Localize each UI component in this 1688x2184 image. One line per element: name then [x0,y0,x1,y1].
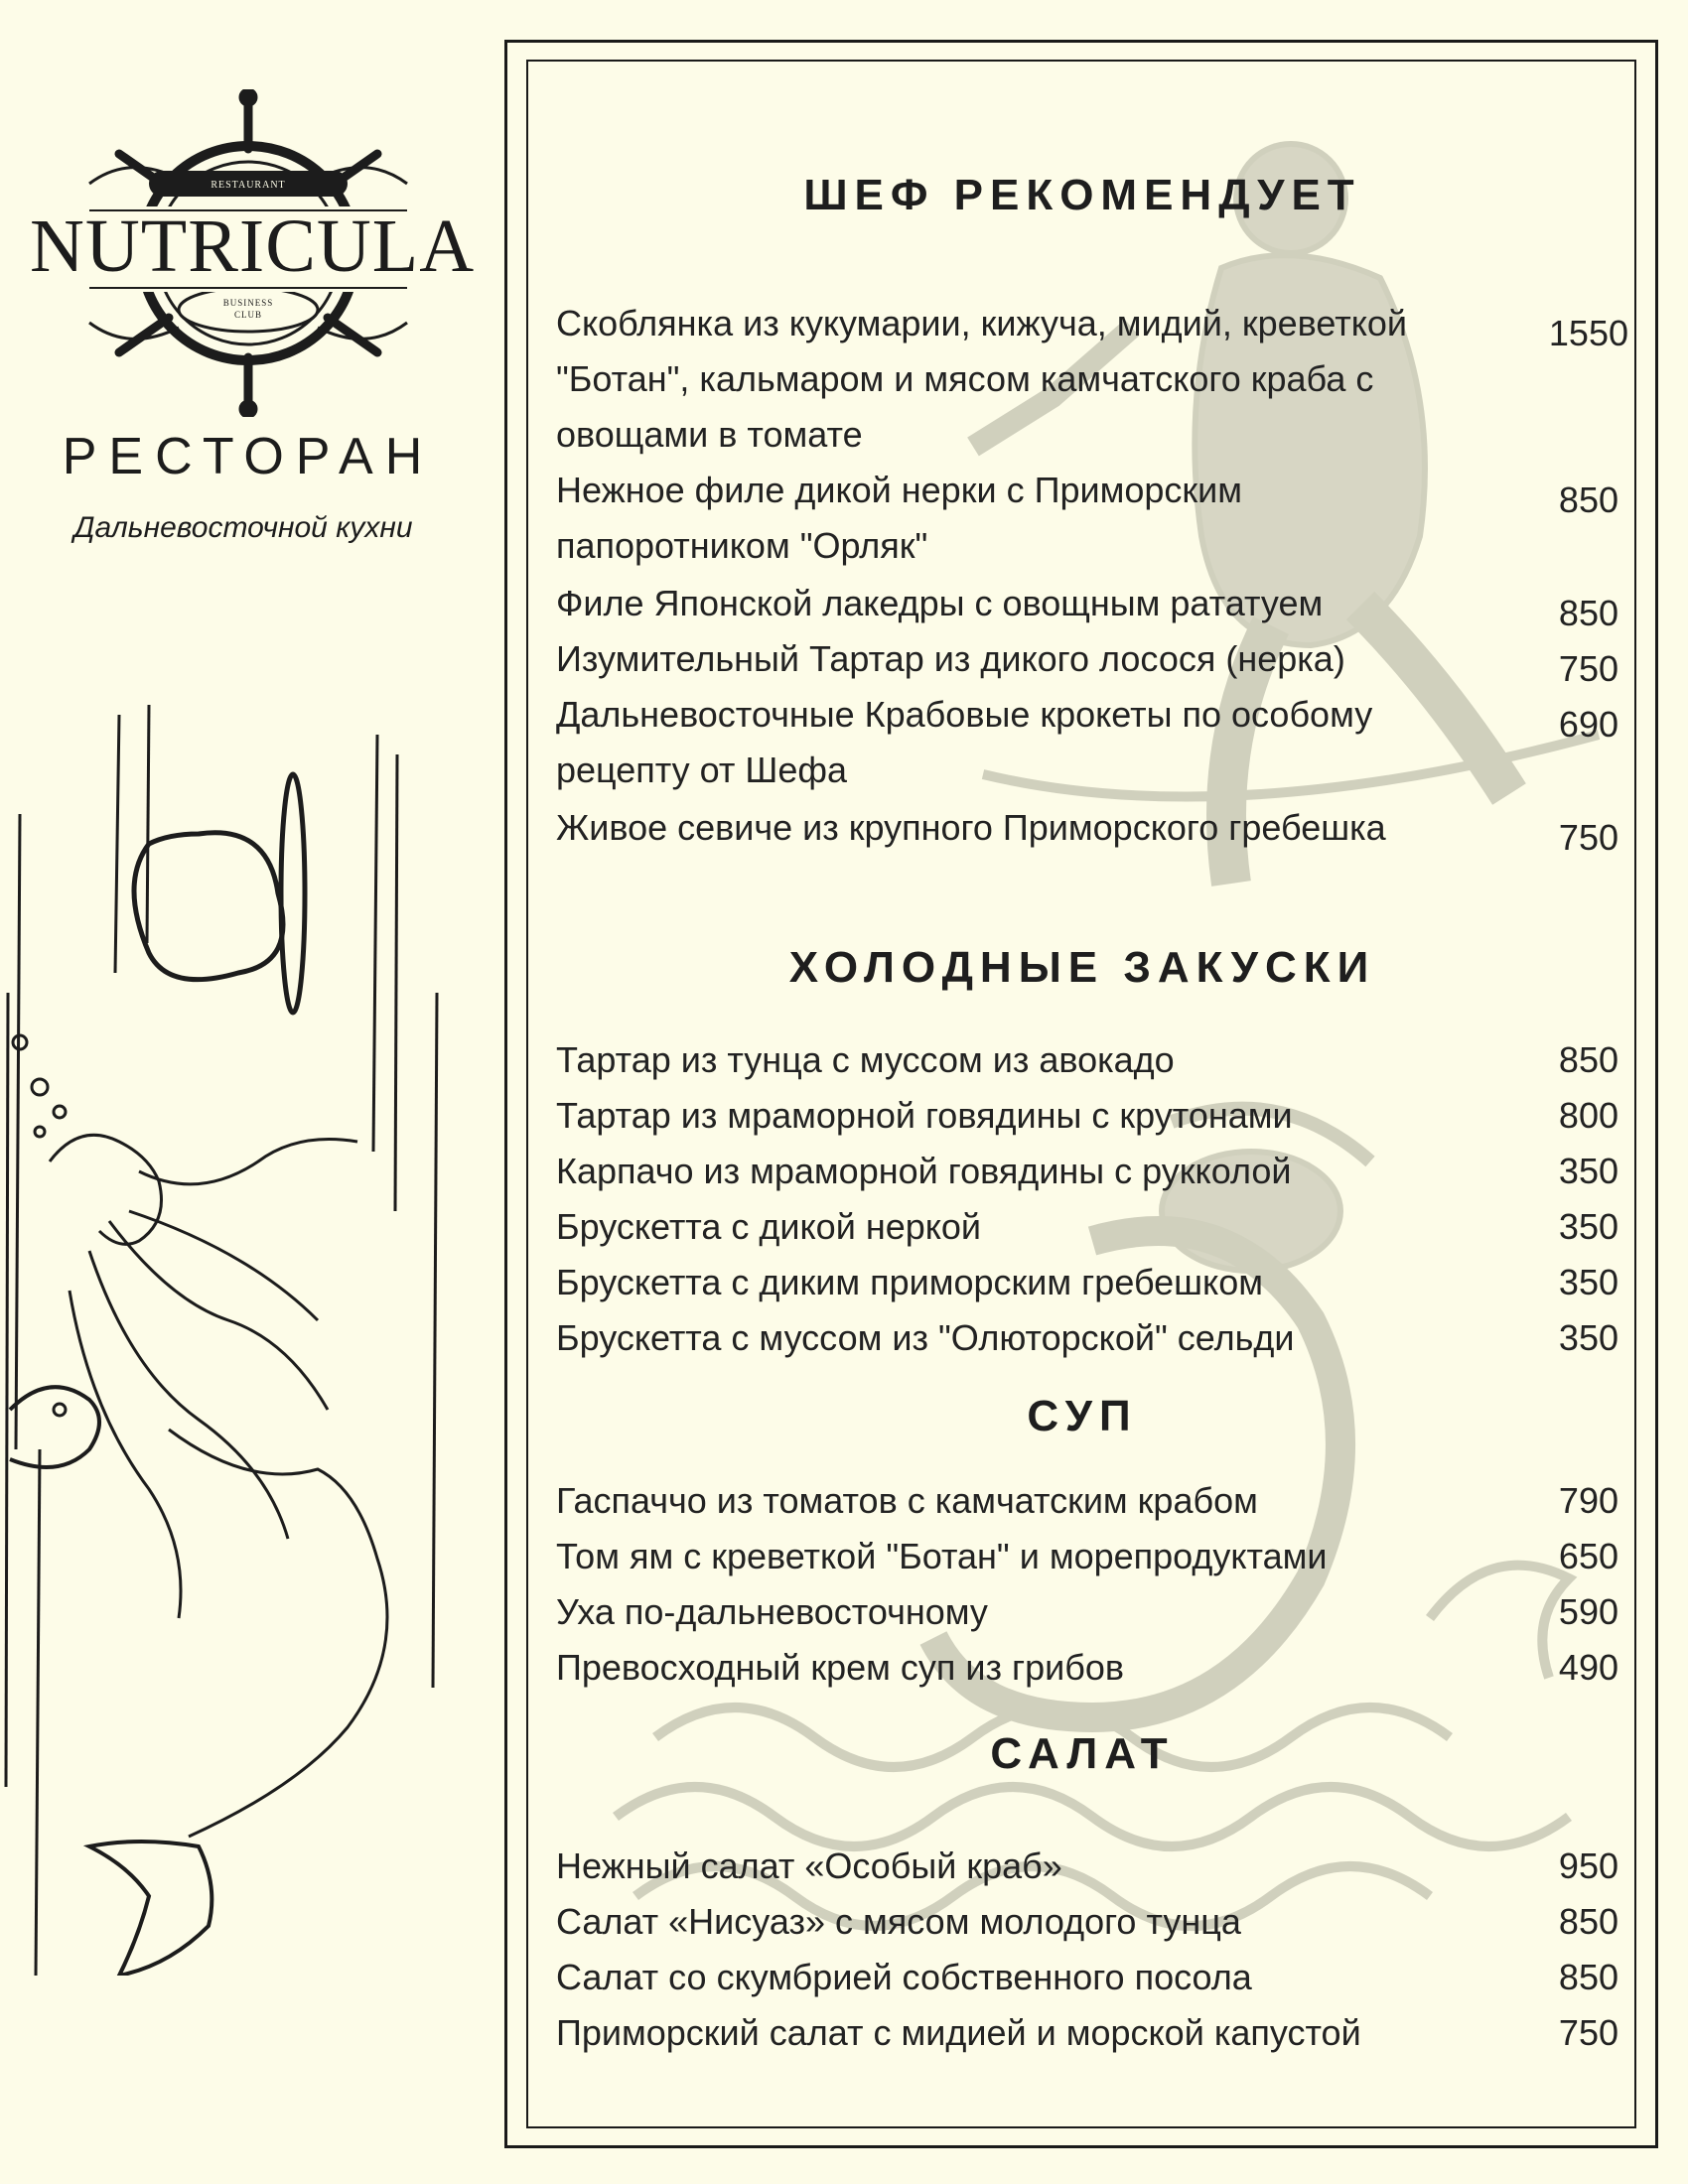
section-title-soup: СУП [1027,1392,1138,1440]
logo-wordmark: NUTRICULA [30,205,476,288]
menu-item-name: Брускетта с дикой неркой [556,1206,982,1247]
section-title-chef: ШЕФ РЕКОМЕНДУЕТ [803,171,1361,219]
menu-item-price: 1550 [1548,313,1628,353]
restaurant-subtitle: Дальневосточной кухни [73,511,413,544]
menu-item-name: Живое севиче из крупного Приморского гребешка [556,807,1386,848]
menu-item-price: 590 [1558,1591,1618,1632]
menu-item-name: Тартар из тунца с муссом из авокадо [556,1039,1175,1080]
menu-item-price: 650 [1558,1536,1618,1576]
menu-item-price: 850 [1558,1039,1618,1080]
menu-item-price: 350 [1558,1206,1618,1247]
logo-tag-business: BUSINESS [222,298,274,308]
menu-item-name: Скоблянка из кукумарии, кижуча, мидий, креветкой "Ботан", кальмаром и мясом камчатского краба с овощами в томате [556,303,1407,455]
menu-item-name: Том ям с креветкой "Ботан" и морепродуктами [556,1536,1328,1576]
menu-item-name: Уха по-дальневосточному [556,1591,988,1632]
menu-item-name: Брускетта с диким приморским гребешком [556,1262,1263,1302]
section-title-cold-starters: ХОЛОДНЫЕ ЗАКУСКИ [788,943,1376,992]
menu-item-name: Превосходный крем суп из грибов [556,1647,1125,1688]
menu-item [556,296,1628,465]
menu-item-price: 800 [1558,1095,1618,1136]
logo-tag-club: CLUB [233,310,262,320]
menu-item-price: 850 [1558,1957,1618,1997]
logo-tag-restaurant: RESTAURANT [211,180,286,191]
menu-item-name: Салат «Нисуаз» с мясом молодого тунца [556,1901,1241,1942]
restaurant-title: РЕСТОРАН [62,428,435,485]
menu-item-price: 690 [1558,704,1618,745]
menu-item-name: Приморский салат с мидией и морской капустой [556,2012,1361,2053]
menu-item-name: Нежное филе дикой нерки с Приморским папоротником "Орляк" [556,470,1242,566]
section-title-salad: САЛАТ [990,1729,1175,1778]
menu-item-price: 750 [1558,2012,1618,2053]
menu-item-name: Нежный салат «Особый краб» [556,1845,1062,1886]
mermaid-illustration-icon [0,695,467,1976]
menu-item-price: 350 [1558,1317,1618,1358]
menu-item-price: 850 [1558,479,1618,520]
menu-item-name: Филе Японской лакедры с овощным рататуем [556,583,1324,623]
menu-item-name: Гаспаччо из томатов с камчатским крабом [556,1480,1258,1521]
menu-item-price: 490 [1558,1647,1618,1688]
menu-item-price: 850 [1558,593,1618,633]
menu-item-price: 750 [1558,648,1618,689]
menu-item-price: 790 [1558,1480,1618,1521]
menu-item-price: 750 [1558,817,1618,858]
left-column [0,0,496,2184]
menu-item-price: 850 [1558,1901,1618,1942]
menu-item-price: 950 [1558,1845,1618,1886]
menu-item-name: Тартар из мраморной говядины с крутонами [556,1095,1293,1136]
menu-item-name: Брускетта с муссом из "Олюторской" сельди [556,1317,1295,1358]
menu-item-name: Карпачо из мраморной говядины с рукколой [556,1151,1292,1191]
menu-item-name: Изумительный Тартар из дикого лосося (нерка) [556,638,1345,679]
menu-item-name: Дальневосточные Крабовые крокеты по особому рецепту от Шефа [556,694,1373,790]
menu-item-price: 350 [1558,1262,1618,1302]
menu-item-name: Салат со скумбрией собственного посола [556,1957,1252,1997]
menu-item-price: 350 [1558,1151,1618,1191]
